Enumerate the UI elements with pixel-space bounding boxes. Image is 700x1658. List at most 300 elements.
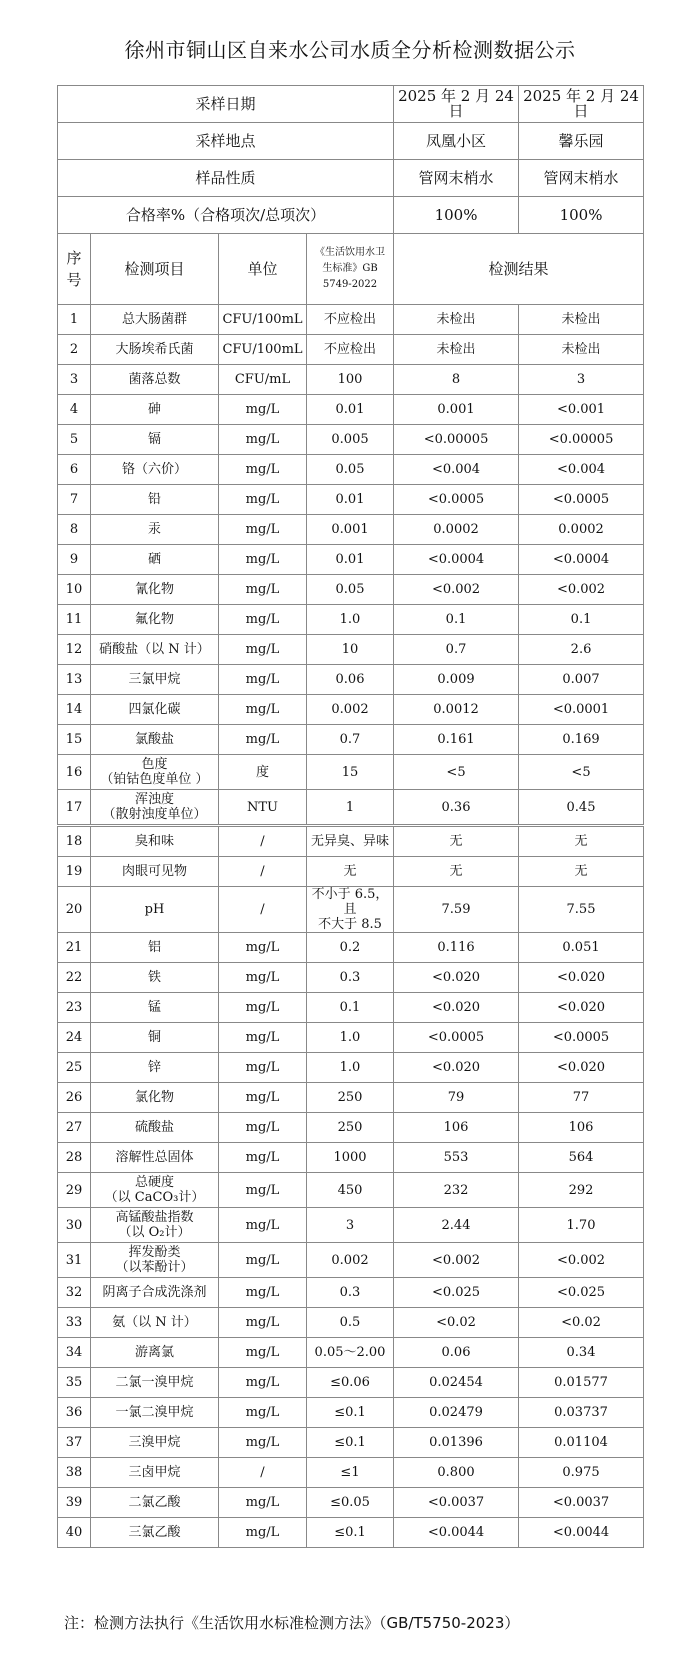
table-row [58,725,644,755]
test-item: 氰化物 [134,582,174,597]
row-number-cell [58,1368,91,1398]
table-row [58,395,644,425]
result-1: 106 [443,1120,469,1135]
row-number: 29 [65,1182,83,1198]
sampling-location-label: 采样地点 [58,123,394,160]
standard-limit: 3 [345,1217,355,1233]
row-number-cell [58,455,91,485]
table-row [58,1243,644,1278]
col-standard-header: 《生活饮用水卫生标准》GB 5749-2022 [307,234,394,305]
row-number: 39 [65,1495,83,1510]
standard-limit-cell [307,485,394,515]
result-2: 1.70 [566,1217,596,1233]
test-item-cell [91,1173,219,1208]
standard-limit-cell [307,1053,394,1083]
result-2-cell [519,635,644,665]
row-number-cell [58,425,91,455]
result-2: 0.45 [566,799,596,815]
result-2: 0.01104 [554,1435,608,1450]
unit-cell [219,665,307,695]
result-1-cell [394,635,519,665]
unit: CFU/100mL [222,312,303,327]
result-2-cell [519,1518,644,1548]
result-1-cell [394,305,519,335]
result-2: 未检出 [561,312,601,327]
result-2: 0.01577 [554,1375,608,1390]
result-2-cell [519,933,644,963]
row-number: 32 [65,1285,83,1300]
test-item: 砷 [147,402,161,417]
result-1-cell [394,545,519,575]
result-2-cell [519,725,644,755]
standard-limit-cell [307,1243,394,1278]
result-1-cell [394,515,519,545]
result-1-cell [394,395,519,425]
result-2-cell [519,1428,644,1458]
test-item: 游离氯 [134,1345,174,1360]
result-2-cell [519,1278,644,1308]
unit-cell [219,826,307,857]
test-item: 肉眼可见物 [121,864,187,879]
row-number-cell [58,1308,91,1338]
standard-limit: 0.002 [331,702,369,717]
standard-limit: ≤1 [340,1465,360,1480]
standard-limit: 100 [337,372,363,387]
test-item: 总大肠菌群 [121,312,187,327]
row-number-cell [58,545,91,575]
standard-limit-cell [307,365,394,395]
result-1: 553 [443,1150,469,1165]
result-1-cell [394,857,519,887]
unit: mg/L [245,492,280,507]
test-item-cell [91,395,219,425]
unit-cell [219,1053,307,1083]
result-2: 0.1 [570,612,592,627]
unit: mg/L [245,702,280,717]
row-number-cell [58,605,91,635]
result-1: <0.004 [431,462,481,477]
result-2: <0.0037 [552,1495,610,1510]
table-row [58,790,644,826]
result-2-cell [519,1308,644,1338]
row-number-cell [58,826,91,857]
col-no-header: 序号 [58,234,91,305]
result-1-cell [394,1243,519,1278]
table-row [58,665,644,695]
standard-limit-cell [307,695,394,725]
test-item: 氨（以 N 计） [112,1315,197,1330]
standard-limit-cell [307,1368,394,1398]
row-number-cell [58,1458,91,1488]
table-row [58,485,644,515]
table-row [58,1173,644,1208]
unit: mg/L [245,642,280,657]
standard-limit: 0.002 [331,1252,369,1268]
test-item-cell [91,1083,219,1113]
result-2: <0.0005 [552,492,610,507]
standard-limit: 15 [341,764,359,780]
unit-cell [219,695,307,725]
unit-cell [219,365,307,395]
row-number: 14 [65,702,83,717]
unit: mg/L [245,1000,280,1015]
test-item: 铝 [147,940,161,955]
table-row [58,425,644,455]
test-item: 四氯化碳 [128,702,181,717]
unit-cell [219,755,307,790]
standard-limit-cell [307,963,394,993]
unit-cell [219,857,307,887]
test-item: 一氯二溴甲烷 [115,1405,194,1420]
standard-limit: 1.0 [339,1030,361,1045]
table-row [58,635,644,665]
unit: mg/L [245,1120,280,1135]
standard-limit: 0.3 [339,970,361,985]
result-1-cell [394,755,519,790]
sampling-date-row [58,86,644,123]
standard-limit: ≤0.06 [330,1375,370,1390]
result-1: 8 [451,372,461,387]
test-item: 镉 [147,432,161,447]
standard-limit-cell [307,1278,394,1308]
unit-cell [219,887,307,933]
test-item-cell [91,755,219,790]
result-2: 106 [568,1120,594,1135]
result-1-cell [394,1053,519,1083]
unit: NTU [246,799,278,815]
test-item: 挥发酚类 [128,1245,181,1260]
test-item-cell [91,1278,219,1308]
result-1-cell [394,1208,519,1243]
row-number-cell [58,395,91,425]
result-1-cell [394,790,519,826]
table-row [58,1023,644,1053]
result-1: 0.02479 [429,1405,483,1420]
test-item: 三氯乙酸 [128,1525,181,1540]
result-1-cell [394,425,519,455]
result-2-cell [519,395,644,425]
result-2: 无 [574,864,588,879]
table-row [58,335,644,365]
result-2: 564 [568,1150,594,1165]
test-item-cell [91,725,219,755]
test-item-cell [91,425,219,455]
result-2-cell [519,605,644,635]
result-2-cell [519,1243,644,1278]
test-item-cell [91,1338,219,1368]
standard-limit-cell [307,826,394,857]
result-1-cell [394,1518,519,1548]
row-number: 26 [65,1090,83,1105]
table-row [58,1278,644,1308]
result-2-cell [519,1488,644,1518]
test-item-cell [91,695,219,725]
standard-limit: 250 [337,1090,363,1105]
standard-limit-cell [307,887,394,933]
result-2: 2.6 [570,642,592,657]
result-2: 0.34 [566,1345,596,1360]
result-2: <5 [571,764,591,780]
result-1: 0.0012 [433,702,479,717]
standard-limit: 0.5 [339,1315,361,1330]
test-item-cell [91,993,219,1023]
result-1-cell [394,365,519,395]
result-2: <0.0004 [552,552,610,567]
row-number: 40 [65,1525,83,1540]
test-item: 浑浊度 [134,792,174,807]
test-item: 大肠埃希氏菌 [115,342,194,357]
test-item-cell [91,826,219,857]
unit-cell [219,1398,307,1428]
standard-limit-cell [307,993,394,1023]
row-number: 4 [69,402,79,417]
result-2: 77 [572,1090,590,1105]
standard-limit: ≤0.1 [334,1525,366,1540]
unit: mg/L [245,582,280,597]
test-item: 氯酸盐 [134,732,174,747]
unit-cell [219,485,307,515]
result-1: 0.36 [441,799,471,815]
sampling-date-1: 2025 年 2 月 24 日 [394,86,519,123]
result-1: <0.025 [431,1285,481,1300]
test-item: 色度 [141,757,168,772]
standard-limit-cell [307,1458,394,1488]
result-2-cell [519,1023,644,1053]
result-2: 0.051 [562,940,600,955]
unit-cell [219,455,307,485]
result-2-cell [519,963,644,993]
result-1-cell [394,1023,519,1053]
result-2: 0.975 [562,1465,600,1480]
table-row [58,1208,644,1243]
result-1: <0.020 [431,970,481,985]
table-row [58,1308,644,1338]
unit-cell [219,933,307,963]
row-number: 24 [65,1030,83,1045]
result-1: 79 [447,1090,465,1105]
row-number: 16 [65,764,83,780]
row-number-cell [58,635,91,665]
test-item-cell [91,575,219,605]
unit-cell [219,1338,307,1368]
test-item: 臭和味 [134,834,174,849]
standard-limit: 不应检出 [324,342,377,357]
result-2-cell [519,515,644,545]
sample-nature-label: 样品性质 [58,160,394,197]
result-1-cell [394,1113,519,1143]
test-item-cell [91,857,219,887]
standard-limit: 0.01 [335,552,365,567]
result-1: 0.001 [437,402,475,417]
row-number: 36 [65,1405,83,1420]
result-2: <0.0005 [552,1030,610,1045]
table-row [58,605,644,635]
test-item-cell [91,335,219,365]
test-item-cell [91,515,219,545]
table-row [58,1338,644,1368]
result-2-cell [519,545,644,575]
unit: mg/L [245,1217,280,1233]
standard-limit-cell [307,1308,394,1338]
result-1-cell [394,887,519,933]
result-1-cell [394,1083,519,1113]
result-2: <0.02 [561,1315,601,1330]
result-1: 0.0002 [433,522,479,537]
row-number-cell [58,485,91,515]
row-number-cell [58,963,91,993]
standard-limit: 0.001 [331,522,369,537]
row-number-cell [58,1278,91,1308]
unit: mg/L [245,522,280,537]
result-1: 232 [443,1182,469,1198]
result-1-cell [394,665,519,695]
unit-cell [219,305,307,335]
test-item-cell [91,1428,219,1458]
unit: CFU/100mL [222,342,303,357]
test-item-cell [91,545,219,575]
standard-limit: 0.05～2.00 [314,1345,386,1360]
unit: mg/L [245,672,280,687]
result-2: <0.0001 [552,702,610,717]
test-item: 溶解性总固体 [115,1150,194,1165]
unit: mg/L [245,402,280,417]
row-number-cell [58,305,91,335]
test-item: 硫酸盐 [134,1120,174,1135]
test-item: 三溴甲烷 [128,1435,181,1450]
standard-limit: 0.3 [339,1285,361,1300]
unit-cell [219,635,307,665]
row-number: 3 [69,372,79,387]
result-1: 无 [449,834,463,849]
table-row [58,963,644,993]
result-2-cell [519,826,644,857]
row-number-cell [58,755,91,790]
test-item-cell [91,1053,219,1083]
test-item-cell [91,1368,219,1398]
result-1-cell [394,575,519,605]
table-row [58,993,644,1023]
result-2: <0.025 [556,1285,606,1300]
unit-cell [219,545,307,575]
result-1-cell [394,1368,519,1398]
row-number-cell [58,1173,91,1208]
unit: mg/L [245,1375,280,1390]
result-2-cell [519,857,644,887]
test-item-cell [91,887,219,933]
test-item-cell [91,1518,219,1548]
water-quality-table [57,85,644,1548]
result-2-cell [519,1398,644,1428]
unit: mg/L [245,1405,280,1420]
test-item: 二氯一溴甲烷 [115,1375,194,1390]
row-number: 27 [65,1120,83,1135]
table-row [58,515,644,545]
row-number: 9 [69,552,79,567]
standard-limit-line2: 不大于 8.5 [318,917,382,932]
row-number: 19 [65,864,83,879]
row-number-cell [58,1113,91,1143]
standard-limit: 250 [337,1120,363,1135]
standard-limit-cell [307,1518,394,1548]
result-1: 7.59 [441,902,471,917]
sampling-location-2: 馨乐园 [519,123,644,160]
standard-limit: 10 [341,642,359,657]
unit-cell [219,335,307,365]
standard-limit: 0.05 [335,462,365,477]
result-2-cell [519,1208,644,1243]
result-2-cell [519,485,644,515]
result-1-cell [394,485,519,515]
row-number-cell [58,1428,91,1458]
unit: mg/L [245,432,280,447]
test-item-cell [91,305,219,335]
test-item: 三卤甲烷 [128,1465,181,1480]
test-item-line2: （铂钴色度单位 ） [100,772,209,787]
row-number: 35 [65,1375,83,1390]
result-1: 0.800 [437,1465,475,1480]
row-number: 11 [65,612,83,627]
row-number: 31 [65,1252,83,1268]
test-item-cell [91,1488,219,1518]
table-row [58,1488,644,1518]
table-row [58,857,644,887]
unit: mg/L [245,462,280,477]
standard-limit-cell [307,515,394,545]
row-number-cell [58,515,91,545]
row-number: 23 [65,1000,83,1015]
pass-rate-row [58,197,644,234]
result-1-cell [394,1488,519,1518]
result-1: <0.002 [431,1252,481,1268]
result-1: 未检出 [436,342,476,357]
unit: 度 [255,764,269,780]
standard-limit: 0.7 [339,732,361,747]
row-number: 34 [65,1345,83,1360]
result-1: 0.01396 [429,1435,483,1450]
result-1: 0.161 [437,732,475,747]
result-1-cell [394,1458,519,1488]
result-2-cell [519,305,644,335]
result-2-cell [519,993,644,1023]
row-number: 28 [65,1150,83,1165]
test-item-cell [91,963,219,993]
test-item-cell [91,1143,219,1173]
row-number: 15 [65,732,83,747]
unit: mg/L [245,1252,280,1268]
table-row [58,1458,644,1488]
table-row [58,545,644,575]
standard-limit-cell [307,790,394,826]
standard-limit: 1 [345,799,355,815]
result-1: 0.116 [437,940,475,955]
result-1-cell [394,933,519,963]
result-1: <0.02 [436,1315,476,1330]
row-number-cell [58,695,91,725]
result-1: 0.009 [437,672,475,687]
unit-cell [219,575,307,605]
standard-limit-cell [307,425,394,455]
test-item: 锌 [147,1060,161,1075]
standard-limit-cell [307,1173,394,1208]
unit-cell [219,1488,307,1518]
result-1: 0.06 [441,1345,471,1360]
result-1: 未检出 [436,312,476,327]
test-item: 菌落总数 [128,372,181,387]
table-row [58,933,644,963]
test-item-cell [91,605,219,635]
row-number: 21 [65,940,83,955]
unit: / [260,834,265,849]
